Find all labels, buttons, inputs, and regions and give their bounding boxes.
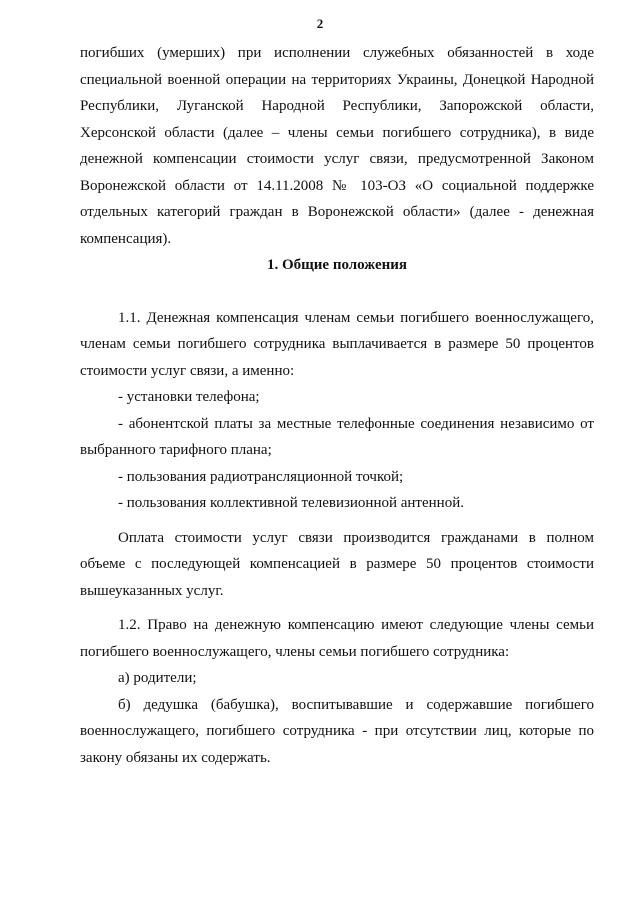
list-item-tv-antenna: - пользования коллективной телевизионной антенной. — [118, 495, 464, 511]
document-body — [80, 40, 594, 771]
page-number: 2 — [316, 16, 324, 31]
payment-paragraph: Оплата стоимости услуг связи производится гражданами в полном объеме с последующей компенсацией в размере 50 процентов стоимости вышеуказанных услуг. — [80, 529, 594, 599]
item-b-grandparents: б) дедушка (бабушка), воспитывавшие и содержавшие погибшего военнослужащего, погибшего сотрудника - при отсутствии лиц, которые по закону обязаны их содержать. — [80, 696, 594, 766]
list-item-radio-point: - пользования радиотрансляционной точкой; — [118, 468, 404, 485]
paragraph-1-1: 1.1. Денежная компенсация членам семьи погибшего военнослужащего, членам семьи погибшего сотрудника выплачивается в размере 50 процентов стоимости услуг связи, а именно: — [80, 309, 594, 379]
list-item-phone-install: - установки телефона; — [118, 389, 260, 405]
spacer — [80, 517, 594, 525]
paragraph-1-2: 1.2. Право на денежную компенсацию имеют следующие члены семьи погибшего военнослужащего, члены семьи погибшего сотрудника: — [80, 617, 594, 660]
list-item-subscription-fee: - абонентской платы за местные телефонные соединения независимо от выбранного тарифного плана; — [80, 415, 594, 458]
spacer — [80, 279, 594, 305]
intro-paragraph: погибших (умерших) при исполнении служебных обязанностей в ходе специальной военной операции на территориях Украины, Донецкой Народной Республики, Луганской Народной Республики, Запорожской области, Херсонской области (далее – члены семьи погибшего сотрудника), в виде денежной компенсации стоимости услуг связи, предусмотренной Законом Воронежской области от 14.11.2008 № 103-ОЗ «О социальной поддержке отдельных категорий граждан в Воронежской области» (далее - денежная компенсация). — [80, 45, 594, 247]
section-heading: 1. Общие положения — [266, 257, 408, 273]
item-a-parents: а) родители; — [118, 670, 197, 686]
spacer — [80, 604, 594, 612]
